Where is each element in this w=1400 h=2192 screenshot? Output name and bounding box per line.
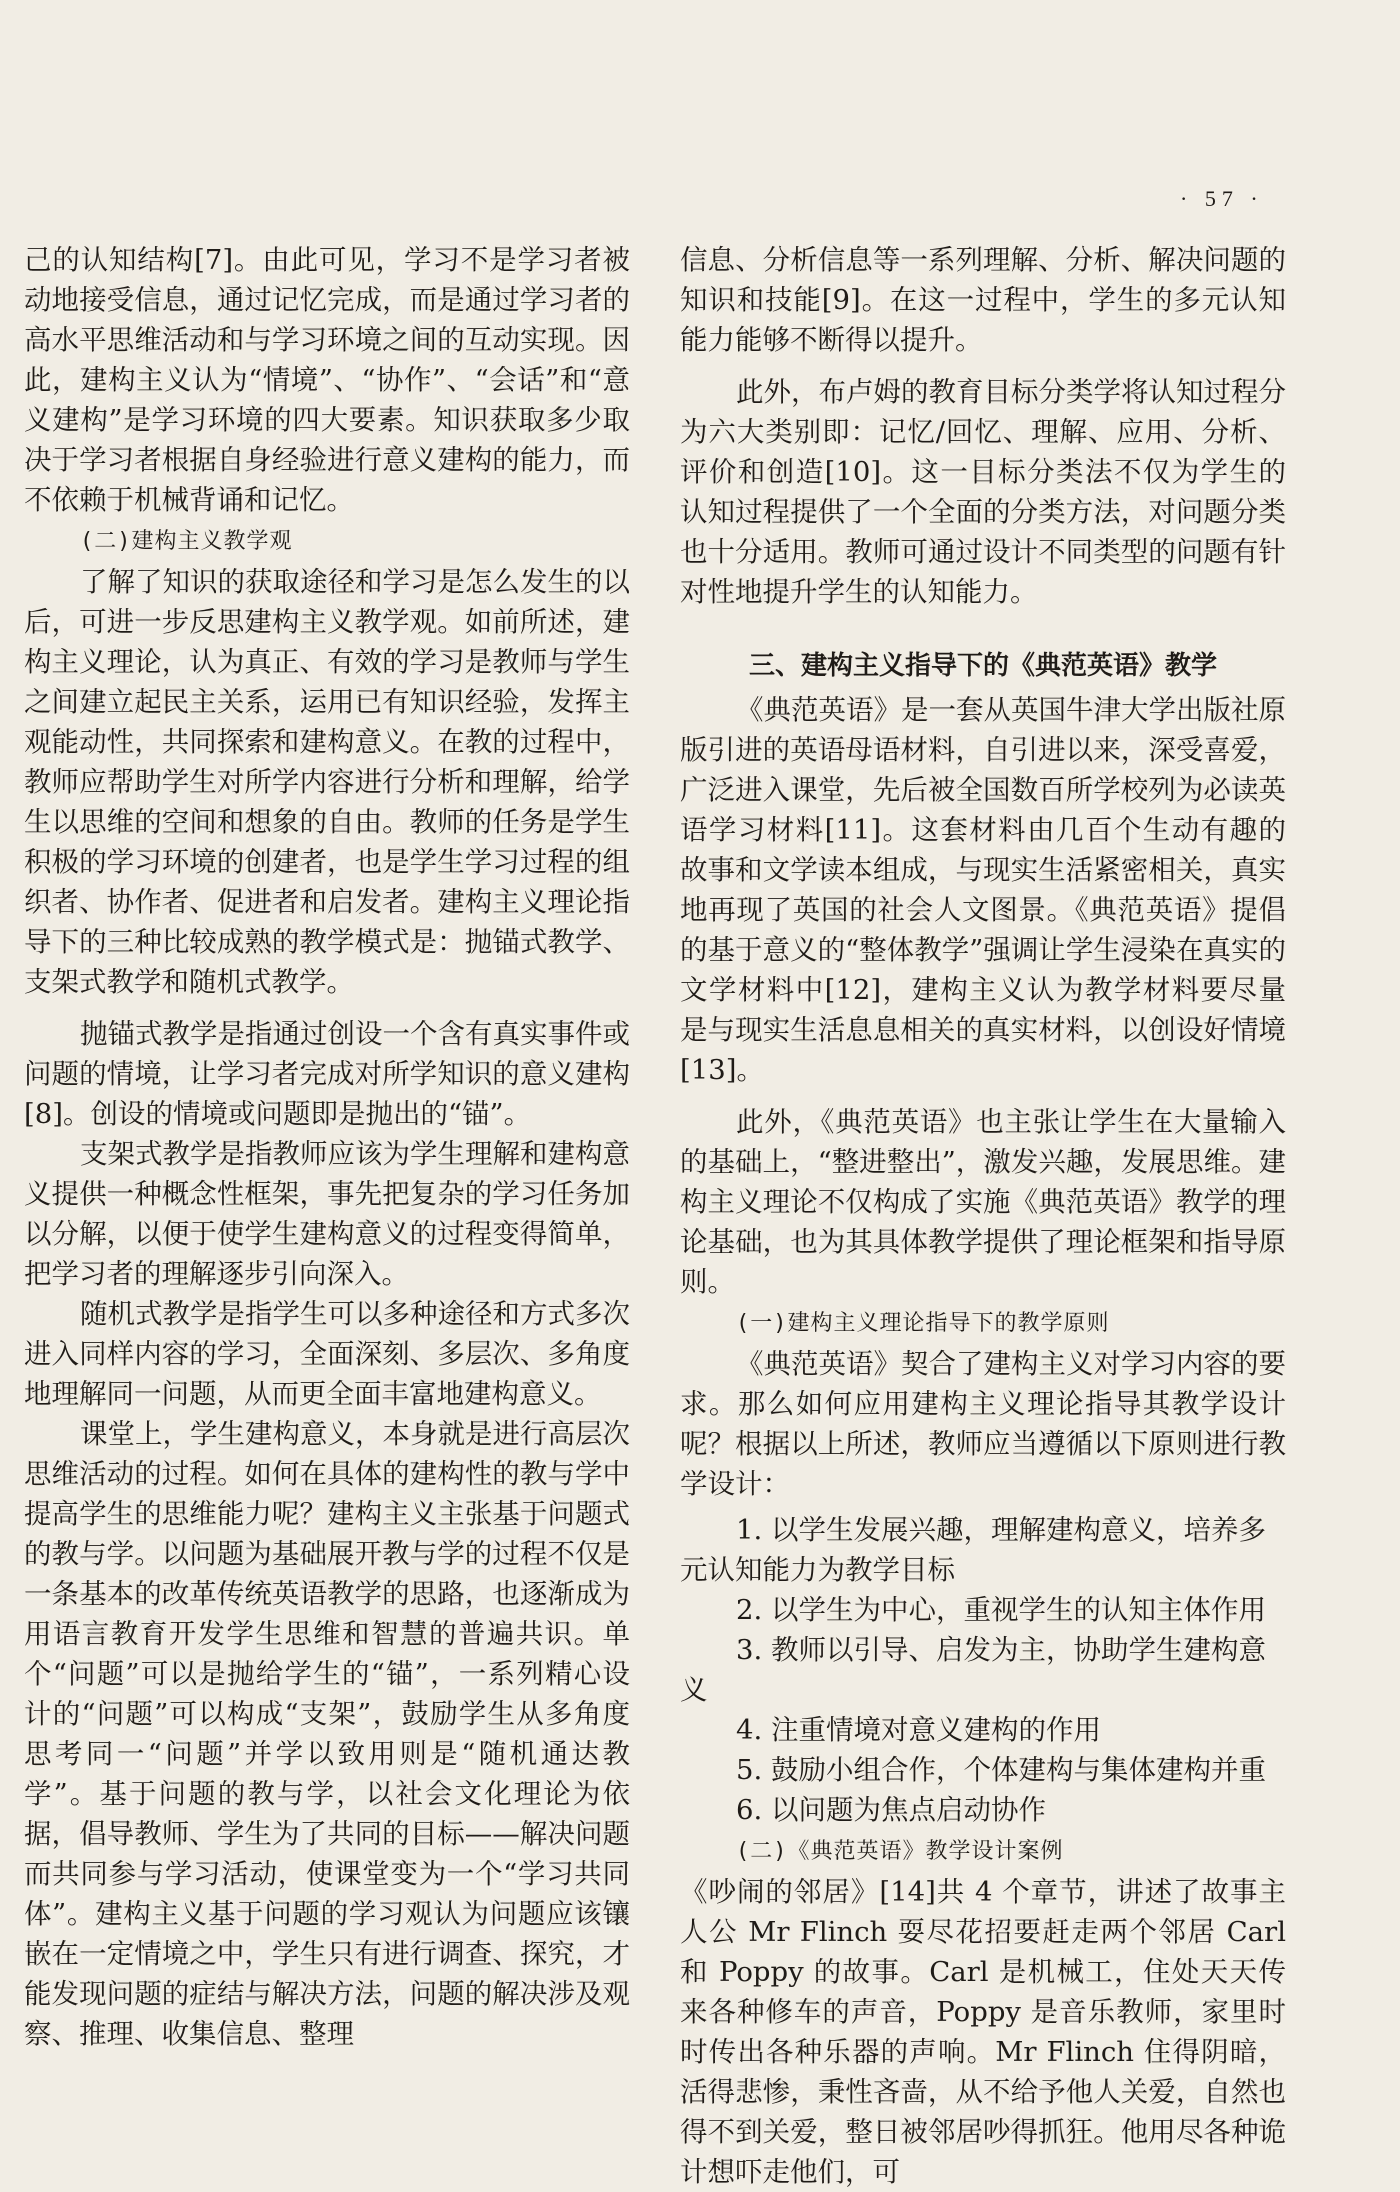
paragraph: 《典范英语》契合了建构主义对学习内容的要求。那么如何应用建构主义理论指导其教学设计呢？根据以上所述，教师应当遵循以下原则进行教学设计：: [680, 1348, 1286, 1500]
subsection-heading: (二)《典范英语》教学设计案例: [736, 1839, 1064, 1864]
paragraph: 信息、分析信息等一系列理解、分析、解决问题的知识和技能[9]。在这一过程中，学生的多元认知能力能够不断得以提升。: [680, 244, 1286, 356]
paragraph: 《典范英语》是一套从英国牛津大学出版社原版引进的英语母语材料，自引进以来，深受喜爱，广泛进入课堂，先后被全国数百所学校列为必读英语学习材料[11]。这套材料由几百个生动有趣的故事和文学读本组成，与现实生活紧密相关，真实地再现了英国的社会人文图景。《典范英语》提倡的基于意义的“整体教学”强调让学生浸染在真实的文学材料中[12]，建构主义认为教学材料要尽量是与现实生活息息相关的真实材料，以创设好情境[13]。: [680, 694, 1286, 1086]
paragraph: 此外，《典范英语》也主张让学生在大量输入的基础上，“整进整出”，激发兴趣，发展思维。建构主义理论不仅构成了实施《典范英语》教学的理论基础，也为其具体教学提供了理论框架和指导原则。: [680, 1106, 1286, 1298]
left-column: [24, 240, 630, 2054]
list-item: 5. 鼓励小组合作，个体建构与集体建构并重: [736, 1754, 1266, 1786]
paragraph: 了解了知识的获取途径和学习是怎么发生的以后，可进一步反思建构主义教学观。如前所述，建构主义理论，认为真正、有效的学习是教师与学生之间建立起民主关系，运用已有知识经验，发挥主观能动性，共同探索和建构意义。在教的过程中，教师应帮助学生对所学内容进行分析和理解，给学生以思维的空间和想象的自由。教师的任务是学生积极的学习环境的创建者，也是学生学习过程的组织者、协作者、促进者和启发者。建构主义理论指导下的三种比较成熟的教学模式是：抛锚式教学、支架式教学和随机式教学。: [24, 566, 630, 998]
subsection-heading: (一)建构主义理论指导下的教学原则: [736, 1311, 1110, 1336]
principles-list: [680, 1510, 1286, 1830]
paragraph: 支架式教学是指教师应该为学生理解和建构意义提供一种概念性框架，事先把复杂的学习任务加以分解，以便于使学生建构意义的过程变得简单，把学习者的理解逐步引向深入。: [24, 1138, 630, 1290]
paragraph: 课堂上，学生建构意义，本身就是进行高层次思维活动的过程。如何在具体的建构性的教与学中提高学生的思维能力呢？建构主义主张基于问题式的教与学。以问题为基础展开教与学的过程不仅是一条基本的改革传统英语教学的思路，也逐渐成为用语言教育开发学生思维和智慧的普遍共识。单个“问题”可以是抛给学生的“锚”，一系列精心设计的“问题”可以构成“支架”，鼓励学生从多角度思考同一“问题”并学以致用则是“随机通达教学”。基于问题的教与学，以社会文化理论为依据，倡导教师、学生为了共同的目标——解决问题而共同参与学习活动，使课堂变为一个“学习共同体”。建构主义基于问题的学习观认为问题应该镶嵌在一定情境之中，学生只有进行调查、探究，才能发现问题的症结与解决方法，问题的解决涉及观察、推理、收集信息、整理: [24, 1418, 630, 2050]
page-number: · 57 ·: [1180, 186, 1264, 211]
paragraph: 抛锚式教学是指通过创设一个含有真实事件或问题的情境，让学习者完成对所学知识的意义建构[8]。创设的情境或问题即是抛出的“锚”。: [24, 1018, 630, 1130]
list-item: 3. 教师以引导、启发为主，协助学生建构意义: [680, 1634, 1266, 1706]
right-column: [680, 240, 1286, 2192]
paragraph: 随机式教学是指学生可以多种途径和方式多次进入同样内容的学习，全面深刻、多层次、多角度地理解同一问题，从而更全面丰富地建构意义。: [24, 1298, 630, 1410]
list-item: 6. 以问题为焦点启动协作: [736, 1794, 1046, 1826]
paragraph: 己的认知结构[7]。由此可见，学习不是学习者被动地接受信息，通过记忆完成，而是通过学习者的高水平思维活动和与学习环境之间的互动实现。因此，建构主义认为“情境”、“协作”、“会话”和“意义建构”是学习环境的四大要素。知识获取多少取决于学习者根据自身经验进行意义建构的能力，而不依赖于机械背诵和记忆。: [24, 244, 630, 516]
list-item: 2. 以学生为中心，重视学生的认知主体作用: [736, 1594, 1266, 1626]
list-item: 4. 注重情境对意义建构的作用: [736, 1714, 1101, 1746]
paragraph: 此外，布卢姆的教育目标分类学将认知过程分为六大类别即：记忆/回忆、理解、应用、分析、评价和创造[10]。这一目标分类法不仅为学生的认知过程提供了一个全面的分类方法，对问题分类也十分适用。教师可通过设计不同类型的问题有针对性地提升学生的认知能力。: [680, 376, 1286, 608]
list-item: 1. 以学生发展兴趣，理解建构意义，培养多元认知能力为教学目标: [680, 1514, 1266, 1586]
section-heading: 三、建构主义指导下的《典范英语》教学: [748, 651, 1217, 681]
subsection-heading: (二)建构主义教学观: [80, 529, 293, 554]
paragraph: 《吵闹的邻居》[14]共 4 个章节，讲述了故事主人公 Mr Flinch 耍尽花招要赶走两个邻居 Carl 和 Poppy 的故事。Carl 是机械工，住处天天传来各种修车的声音，Poppy 是音乐教师，家里时时传出各种乐器的声响。Mr Flinch 住得阴暗，活得悲惨，秉性吝啬，从不给予他人关爱，自然也得不到关爱，整日被邻居吵得抓狂。他用尽各种诡计想吓走他们，可: [680, 1876, 1286, 2188]
